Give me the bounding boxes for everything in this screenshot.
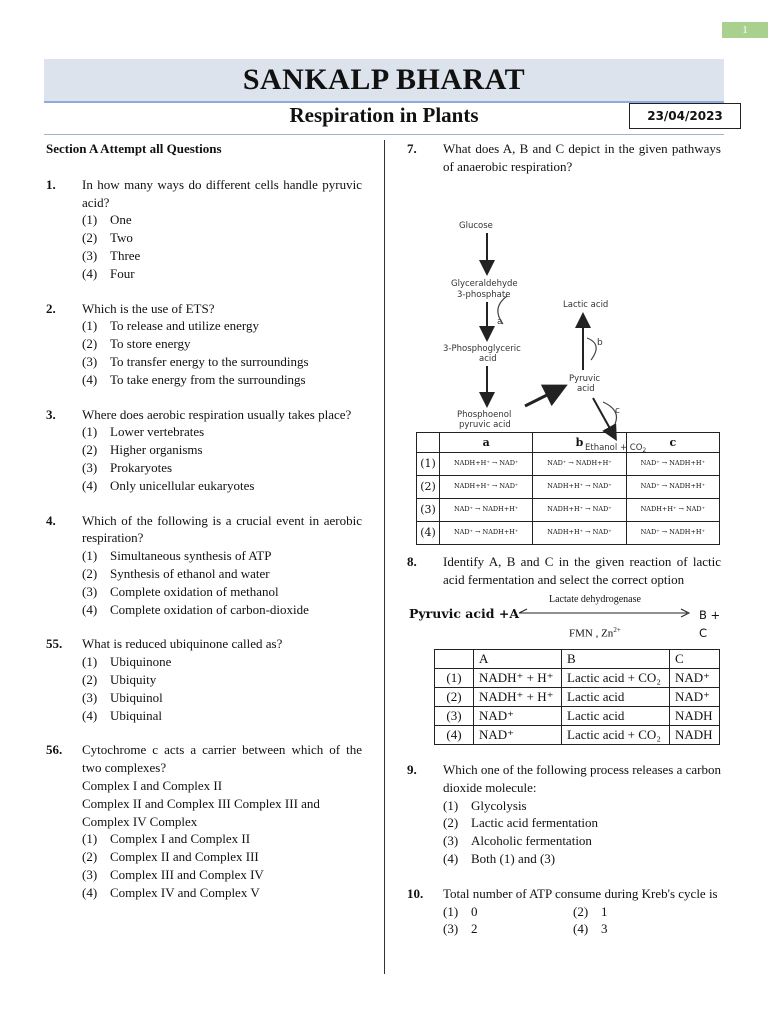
option-2 xyxy=(82,671,362,689)
question-text: Which of the following is a crucial event in aerobic respiration? xyxy=(82,512,362,546)
option-1 xyxy=(82,547,362,565)
option-number: (3) xyxy=(82,353,98,369)
header-b: b xyxy=(533,432,626,453)
question-3 xyxy=(46,406,362,495)
table-corner xyxy=(435,649,474,668)
option-number: (2) xyxy=(573,903,589,919)
option-1 xyxy=(82,211,362,229)
question-56 xyxy=(46,741,362,901)
anaerobic-pathway-diagram xyxy=(407,178,721,454)
option-number: (4) xyxy=(82,265,98,281)
right-column xyxy=(407,140,721,955)
question-55 xyxy=(46,635,362,724)
option-1 xyxy=(82,317,362,335)
table-cell: Lactic acid xyxy=(562,706,670,725)
row-number: (4) xyxy=(417,522,440,545)
table-cell: NAD⁺ → NADH+H⁺ xyxy=(440,499,533,522)
option-number: (3) xyxy=(443,921,459,937)
question-number: 3. xyxy=(46,406,56,422)
q8-answer-table xyxy=(434,649,720,745)
question-text: Which one of the following process releases a carbon dioxide molecule: xyxy=(443,761,721,795)
option-text: To take energy from the surroundings xyxy=(110,371,306,387)
option-3 xyxy=(443,920,573,938)
page-title: SANKALP BHARAT xyxy=(242,63,526,96)
section-title: Section A Attempt all Questions xyxy=(46,141,222,156)
question-text: Identify A, B and C in the given reaction of lactic acid fermentation and select the correct option xyxy=(443,554,721,588)
option-2 xyxy=(82,848,362,866)
option-3 xyxy=(82,689,362,707)
table-cell: NAD⁺ → NADH+H⁺ xyxy=(626,522,719,545)
option-text: Ubiquinol xyxy=(110,689,163,705)
option-4 xyxy=(82,477,362,495)
label-g3p-1: Glyceraldehyde xyxy=(451,278,518,289)
option-number: (1) xyxy=(443,903,459,919)
option-4 xyxy=(573,920,703,938)
label-pep-1: Phosphoenol xyxy=(457,409,512,420)
option-text: Ubiquity xyxy=(110,671,157,687)
option-text: Prokaryotes xyxy=(110,459,173,475)
label-g3p-2: 3-phosphate xyxy=(457,289,511,300)
option-4 xyxy=(82,601,362,619)
option-text: 3 xyxy=(601,921,608,937)
table-row xyxy=(435,725,720,744)
arrow-pep-pyruvate xyxy=(525,390,557,406)
option-3 xyxy=(82,353,362,371)
table-cell: Lactic acid xyxy=(562,687,670,706)
reaction-enzyme: Lactate dehydrogenase xyxy=(549,593,641,605)
column-divider xyxy=(384,140,385,974)
option-1 xyxy=(82,653,362,671)
options-list xyxy=(46,547,362,618)
reaction-left: Pyruvic acid +A xyxy=(409,605,520,621)
option-number: (3) xyxy=(82,459,98,475)
reaction-equation xyxy=(399,591,721,647)
question-text: What is reduced ubiquinone called as? xyxy=(82,636,283,652)
option-4 xyxy=(443,850,721,868)
question-row xyxy=(46,512,362,548)
option-2 xyxy=(82,335,362,353)
header-a: a xyxy=(440,432,533,453)
option-text: Three xyxy=(110,247,141,263)
option-number: (2) xyxy=(82,336,98,352)
option-text: Simultaneous synthesis of ATP xyxy=(110,548,272,564)
question-7 xyxy=(407,140,721,545)
option-number: (2) xyxy=(82,671,98,687)
table-row xyxy=(417,453,720,476)
question-text: In how many ways do different cells handle pyruvic acid? xyxy=(82,176,362,210)
option-4 xyxy=(82,371,362,389)
question-row xyxy=(46,635,362,653)
option-number: (4) xyxy=(443,850,459,866)
options-list xyxy=(46,317,362,388)
option-number: (4) xyxy=(82,371,98,387)
option-number: (3) xyxy=(82,689,98,705)
pathway-svg xyxy=(407,178,721,454)
option-number: (2) xyxy=(82,565,98,581)
option-number: (4) xyxy=(82,884,98,900)
question-number: 2. xyxy=(46,300,56,316)
option-text: Complex IV and Complex V xyxy=(110,884,260,900)
question-number: 10. xyxy=(407,885,424,901)
table-cell: NADH+H⁺ → NAD⁺ xyxy=(626,499,719,522)
option-2 xyxy=(82,229,362,247)
option-text: 1 xyxy=(601,903,608,919)
question-9 xyxy=(407,761,721,868)
option-text: Higher organisms xyxy=(110,442,203,458)
reaction-cofactor: FMN , $Zn^{2+}$ xyxy=(569,625,621,640)
option-text: Complex I and Complex II xyxy=(110,831,251,847)
table-cell: NADH+H⁺ → NAD⁺ xyxy=(440,453,533,476)
option-text: To transfer energy to the surroundings xyxy=(110,353,309,369)
header-banner xyxy=(44,59,724,101)
label-pep-2: pyruvic acid xyxy=(459,419,511,430)
header-C: C xyxy=(669,649,719,668)
option-number: (3) xyxy=(82,247,98,263)
option-number: (3) xyxy=(82,866,98,882)
option-number: (1) xyxy=(82,318,98,334)
option-number: (4) xyxy=(82,601,98,617)
table-cell: Lactic acid + CO₂ xyxy=(562,725,670,744)
option-4 xyxy=(82,707,362,725)
option-text: Complex III and Complex IV xyxy=(110,866,264,882)
label-ethanol: Ethanol + $CO_2$ xyxy=(585,442,647,454)
row-number: (3) xyxy=(417,499,440,522)
question-8 xyxy=(407,553,721,745)
option-number: (3) xyxy=(443,833,459,849)
table-cell: NAD⁺ xyxy=(474,725,562,744)
option-text: Synthesis of ethanol and water xyxy=(110,565,270,581)
label-c: c xyxy=(615,405,620,416)
date-box: 23/04/2023 xyxy=(629,103,741,129)
question-number: 8. xyxy=(407,554,417,570)
question-text: Where does aerobic respiration usually takes place? xyxy=(82,406,352,422)
option-number: (2) xyxy=(443,815,459,831)
q7-answer-table xyxy=(416,432,720,546)
option-number: (4) xyxy=(573,921,589,937)
header-c: c xyxy=(626,432,719,453)
table-cell: Lactic acid + CO₂ xyxy=(562,668,670,687)
question-text: What does A, B and C depict in the given pathways of anaerobic respiration? xyxy=(443,141,721,174)
option-number: (2) xyxy=(82,849,98,865)
label-pga-2: acid xyxy=(479,353,497,364)
table-cell: NADH+H⁺ → NAD⁺ xyxy=(440,476,533,499)
table-cell: NADH+H⁺ → NAD⁺ xyxy=(533,522,626,545)
option-number: (1) xyxy=(82,212,98,228)
option-text: Complete oxidation of methanol xyxy=(110,583,279,599)
question-number: 7. xyxy=(407,141,417,156)
option-3 xyxy=(82,866,362,884)
option-1 xyxy=(443,903,573,921)
option-text: Complex II and Complex III xyxy=(110,849,259,865)
question-1 xyxy=(46,176,362,283)
row-number: (2) xyxy=(435,687,474,706)
label-b: b xyxy=(597,337,603,348)
option-3 xyxy=(443,832,721,850)
table-row xyxy=(417,499,720,522)
option-text: One xyxy=(110,212,132,228)
option-text: Glycolysis xyxy=(471,797,527,813)
table-cell: NADH+H⁺ → NAD⁺ xyxy=(533,476,626,499)
option-2 xyxy=(443,814,721,832)
option-number: (3) xyxy=(82,583,98,599)
label-pyr-1: Pyruvic xyxy=(569,373,601,384)
option-text: Both (1) and (3) xyxy=(471,850,556,866)
option-text: Two xyxy=(110,230,133,246)
option-number: (1) xyxy=(82,548,98,564)
question-number: 56. xyxy=(46,742,63,758)
question-statement: Complex I and Complex II xyxy=(82,777,223,793)
label-pyr-2: acid xyxy=(577,383,595,394)
table-cell: NADH⁺ + H⁺ xyxy=(474,668,562,687)
table-row xyxy=(417,522,720,545)
label-lactic: Lactic acid xyxy=(563,299,609,310)
left-column xyxy=(46,140,362,918)
label-pga-1: 3-Phosphoglyceric xyxy=(443,343,521,354)
option-number: (4) xyxy=(82,477,98,493)
header-A: A xyxy=(474,649,562,668)
option-text: Alcoholic fermentation xyxy=(471,833,592,849)
option-text: Ubiquinone xyxy=(110,654,172,670)
option-2 xyxy=(82,441,362,459)
curve-b xyxy=(587,338,596,360)
table-row xyxy=(435,668,720,687)
reaction-arrow xyxy=(517,607,693,619)
question-row xyxy=(46,176,362,212)
row-number: (1) xyxy=(435,668,474,687)
option-number: (2) xyxy=(82,442,98,458)
table-cell: NAD⁺ → NADH+H⁺ xyxy=(440,522,533,545)
row-number: (4) xyxy=(435,725,474,744)
options-list xyxy=(46,211,362,282)
option-number: (1) xyxy=(82,654,98,670)
option-1 xyxy=(82,423,362,441)
row-number: (3) xyxy=(435,706,474,725)
option-3 xyxy=(82,459,362,477)
table-cell: NADH⁺ + H⁺ xyxy=(474,687,562,706)
question-row xyxy=(46,741,362,777)
option-number: (1) xyxy=(82,424,98,440)
options-list xyxy=(46,830,362,901)
question-number: 9. xyxy=(407,761,417,777)
question-text: Cytochrome c acts a carrier between which of the two complexes? xyxy=(82,742,362,776)
table-row xyxy=(435,706,720,725)
table-cell: NAD⁺ → NADH+H⁺ xyxy=(626,476,719,499)
table-cell: NAD⁺ → NADH+H⁺ xyxy=(626,453,719,476)
table-cell: NAD⁺ xyxy=(669,668,719,687)
option-3 xyxy=(82,583,362,601)
table-cell: NAD⁺ xyxy=(669,687,719,706)
option-4 xyxy=(82,884,362,902)
option-1 xyxy=(443,797,721,815)
option-2 xyxy=(573,903,703,921)
option-number: (1) xyxy=(443,797,459,813)
question-text: Total number of ATP consume during Kreb's cycle is xyxy=(443,885,718,901)
question-row xyxy=(46,300,362,318)
options-list xyxy=(46,653,362,724)
option-number: (4) xyxy=(82,707,98,723)
options-list xyxy=(46,423,362,494)
option-2 xyxy=(82,565,362,583)
option-text: Complete oxidation of carbon-dioxide xyxy=(110,601,309,617)
question-4 xyxy=(46,512,362,619)
row-number: (1) xyxy=(417,453,440,476)
option-4 xyxy=(82,265,362,283)
reaction-right: B + C xyxy=(699,607,721,640)
question-statement: Complex II and Complex III Complex III and Complex IV Complex xyxy=(82,795,320,829)
table-row xyxy=(417,476,720,499)
question-text: Which is the use of ETS? xyxy=(82,300,215,316)
option-1 xyxy=(82,830,362,848)
arrow-pyruvate-ethanol xyxy=(593,398,613,434)
option-text: 0 xyxy=(471,903,478,919)
table-cell: NAD⁺ xyxy=(474,706,562,725)
table-cell: NADH xyxy=(669,725,719,744)
table-row xyxy=(435,687,720,706)
row-number: (2) xyxy=(417,476,440,499)
label-glucose: Glucose xyxy=(459,220,493,231)
table-cell: NADH+H⁺ → NAD⁺ xyxy=(533,499,626,522)
option-3 xyxy=(82,247,362,265)
option-number: (1) xyxy=(82,831,98,847)
page-subtitle: Respiration in Plants xyxy=(289,103,479,127)
page-number: 1 xyxy=(722,22,768,38)
label-a: a xyxy=(497,316,503,327)
option-number: (2) xyxy=(82,230,98,246)
option-text: Lower vertebrates xyxy=(110,424,205,440)
header-rule xyxy=(44,134,724,135)
question-10 xyxy=(407,885,721,938)
table-cell: NADH xyxy=(669,706,719,725)
table-cell: NAD⁺ → NADH+H⁺ xyxy=(533,453,626,476)
header-B: B xyxy=(562,649,670,668)
option-text: To store energy xyxy=(110,336,191,352)
option-text: 2 xyxy=(471,921,478,937)
option-text: Lactic acid fermentation xyxy=(471,815,599,831)
option-text: To release and utilize energy xyxy=(110,318,260,334)
question-number: 1. xyxy=(46,176,56,192)
option-text: Four xyxy=(110,265,135,281)
question-number: 4. xyxy=(46,512,56,528)
table-corner xyxy=(417,432,440,453)
option-text: Ubiquinal xyxy=(110,707,162,723)
question-2 xyxy=(46,300,362,389)
question-number: 55. xyxy=(46,636,63,652)
option-text: Only unicellular eukaryotes xyxy=(110,477,255,493)
question-row xyxy=(46,406,362,424)
